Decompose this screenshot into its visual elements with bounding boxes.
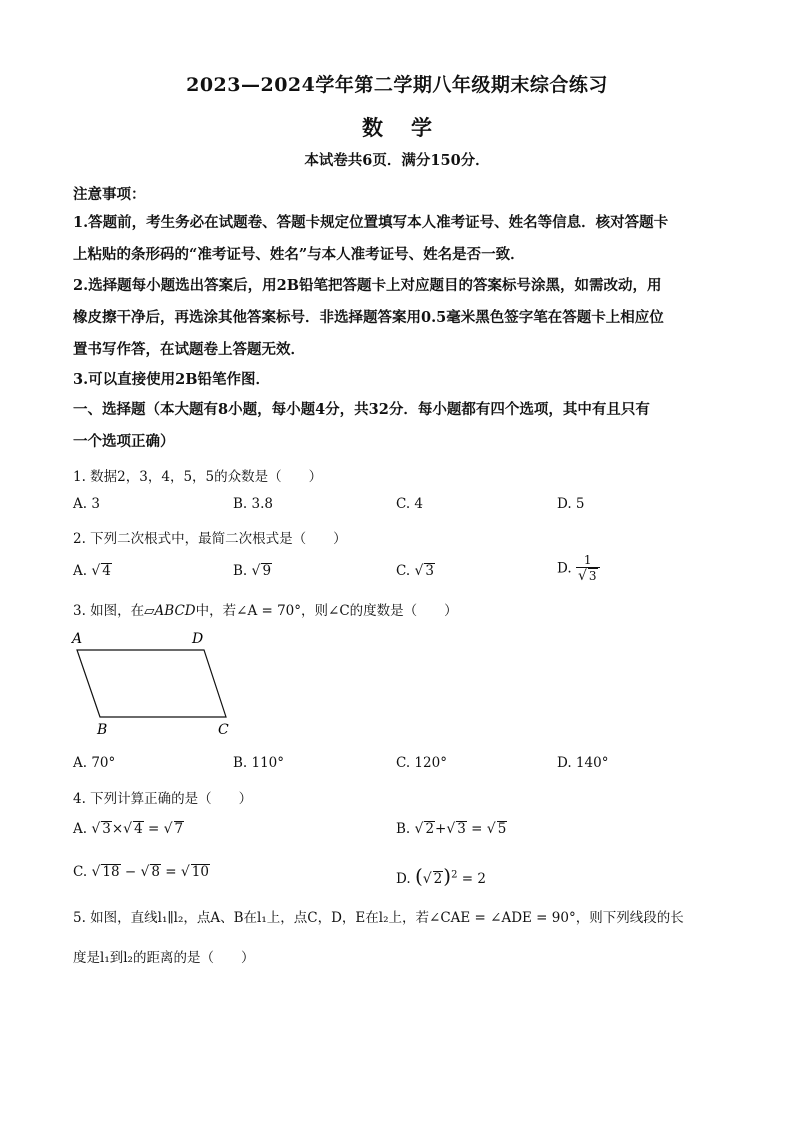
radical-icon: √ <box>577 568 587 584</box>
radical-icon: √ <box>140 864 150 880</box>
radical-icon: √ <box>91 821 101 837</box>
q4-option-d <box>396 864 486 888</box>
q1-option-c: C. 4 <box>396 496 424 512</box>
q4-option-a-label: A. <box>73 821 88 837</box>
vertex-label-d: D <box>192 631 204 647</box>
radical-icon: √ <box>251 563 261 579</box>
q2-d-denominator <box>576 568 600 584</box>
q2-option-b-label: B. <box>233 563 248 579</box>
q4-c-term-2: 8 <box>151 864 160 880</box>
q3-stem-shape: ▱ABCD <box>144 603 196 619</box>
radical-icon: √ <box>486 821 496 837</box>
subject-char-1: 数 <box>362 115 383 140</box>
notice-item-2-line-1: 2.选择题每小题选出答案后，用2B铅笔把答题卡上对应题目的答案标号涂黑，如需改动，用 <box>73 277 662 294</box>
radical-icon: √ <box>414 821 424 837</box>
q3-option-b: B. 110° <box>233 755 285 771</box>
radical-icon: √ <box>414 563 424 579</box>
q4-a-term-3: 7 <box>174 821 184 837</box>
q2-option-c-label: C. <box>396 563 411 579</box>
radical-icon: √ <box>422 871 432 887</box>
notice-item-3: 3.可以直接使用2B铅笔作图． <box>73 371 270 388</box>
notice-item-2-line-2: 橡皮擦干净后，再选涂其他答案标号．非选择题答案用0.5毫米黑色签字笔在答题卡上相应位 <box>73 309 664 326</box>
question-2-stem: 2. 下列二次根式中，最简二次根式是（ ） <box>73 531 347 547</box>
q4-a-eq: = <box>147 821 160 837</box>
subject-char-2: 学 <box>411 115 432 140</box>
notice-item-2 <box>73 270 723 366</box>
q4-a-term-1: 3 <box>102 821 111 837</box>
question-1-stem: 1. 数据2，3，4，5，5的众数是（ ） <box>73 469 323 485</box>
q2-option-d-label: D. <box>557 560 572 577</box>
parallelogram-shape <box>77 650 226 717</box>
q4-b-eq: = <box>471 821 483 837</box>
q3-stem-pre: 3. 如图，在 <box>73 603 145 619</box>
q4-b-term-3: 5 <box>497 821 507 837</box>
q4-option-a <box>73 821 184 837</box>
q4-d-exponent: 2 <box>451 869 458 881</box>
radical-icon: √ <box>163 821 173 837</box>
q4-option-d-label: D. <box>396 871 411 887</box>
question-5-line-2: 度是l₁到l₂的距离的是（ ） <box>73 950 255 966</box>
q3-option-d: D. 140° <box>557 755 609 771</box>
q2-option-a <box>73 563 112 579</box>
q4-option-b <box>396 821 507 837</box>
radical-icon: √ <box>91 563 101 579</box>
vertex-label-c: C <box>218 722 229 738</box>
question-4-stem: 4. 下列计算正确的是（ ） <box>73 791 253 807</box>
radical-icon: √ <box>123 821 133 837</box>
question-3-stem <box>73 599 458 619</box>
parallelogram-figure <box>70 628 240 743</box>
q4-c-term-1: 18 <box>102 864 120 880</box>
subject-title <box>0 112 794 142</box>
q4-a-term-2: 4 <box>134 821 143 837</box>
q4-d-tail: = 2 <box>461 871 486 887</box>
vertex-label-b: B <box>97 722 108 738</box>
exam-title: 2023—2024学年第二学期八年级期末综合练习 <box>186 74 608 96</box>
section-1-line-1: 一、选择题（本大题有8小题，每小题4分，共32分．每小题都有四个选项，其中有且只有 <box>73 401 650 418</box>
q4-option-b-label: B. <box>396 821 411 837</box>
q4-d-radicand: 2 <box>433 871 443 887</box>
q2-d-radicand: 3 <box>588 569 597 583</box>
q4-option-c-label: C. <box>73 864 88 880</box>
q3-option-c: C. 120° <box>396 755 447 771</box>
exam-intro: 本试卷共6页．满分150分． <box>304 152 490 169</box>
section-1-heading <box>73 394 723 458</box>
q4-c-term-3: 10 <box>191 864 209 880</box>
q3-option-a: A. 70° <box>73 755 116 771</box>
notice-item-2-line-3: 置书写作答，在试题卷上答题无效． <box>73 341 305 358</box>
q2-b-radicand: 9 <box>262 563 272 579</box>
notice-item-1 <box>73 207 723 271</box>
q2-d-fraction <box>576 553 600 584</box>
q2-c-radicand: 3 <box>425 563 434 579</box>
radical-icon: √ <box>180 864 190 880</box>
q4-c-eq: = <box>165 864 177 880</box>
q1-option-b: B. 3.8 <box>233 496 273 512</box>
q3-stem-mid: 中，若∠A = 70°，则∠C的度数是（ ） <box>195 603 458 619</box>
notice-item-1-line-1: 1.答题前，考生务必在试题卷、答题卡规定位置填写本人准考证号、姓名等信息．核对答题卡 <box>73 214 669 231</box>
q2-option-c <box>396 563 435 579</box>
right-paren: ) <box>443 864 452 888</box>
radical-icon: √ <box>446 821 456 837</box>
q4-a-op: × <box>111 821 124 837</box>
q4-b-op: + <box>435 821 447 837</box>
q4-b-term-1: 2 <box>425 821 435 837</box>
q1-option-a: A. 3 <box>73 496 100 512</box>
q4-option-c <box>73 864 210 880</box>
q2-option-a-label: A. <box>73 563 88 579</box>
q2-option-d <box>557 553 600 584</box>
vertex-label-a: A <box>72 631 83 647</box>
radical-icon: √ <box>91 864 101 880</box>
q2-d-numerator: 1 <box>576 553 600 568</box>
q2-option-b <box>233 563 272 579</box>
q4-c-op: − <box>124 864 137 880</box>
question-5-line-1: 5. 如图，直线l₁∥l₂，点A、B在l₁上，点C，D，E在l₂上，若∠CAE = ∠ADE = 90°，则下列线段的长 <box>73 910 684 926</box>
q4-b-term-2: 3 <box>457 821 466 837</box>
notice-item-1-line-2: 上粘贴的条形码的“准考证号、姓名”与本人准考证号、姓名是否一致． <box>73 246 525 263</box>
section-1-line-2: 一个选项正确） <box>73 433 175 450</box>
notice-heading: 注意事项： <box>73 186 146 203</box>
left-paren: ( <box>414 864 423 888</box>
q1-option-d: D. 5 <box>557 496 585 512</box>
q2-a-radicand: 4 <box>102 563 111 579</box>
